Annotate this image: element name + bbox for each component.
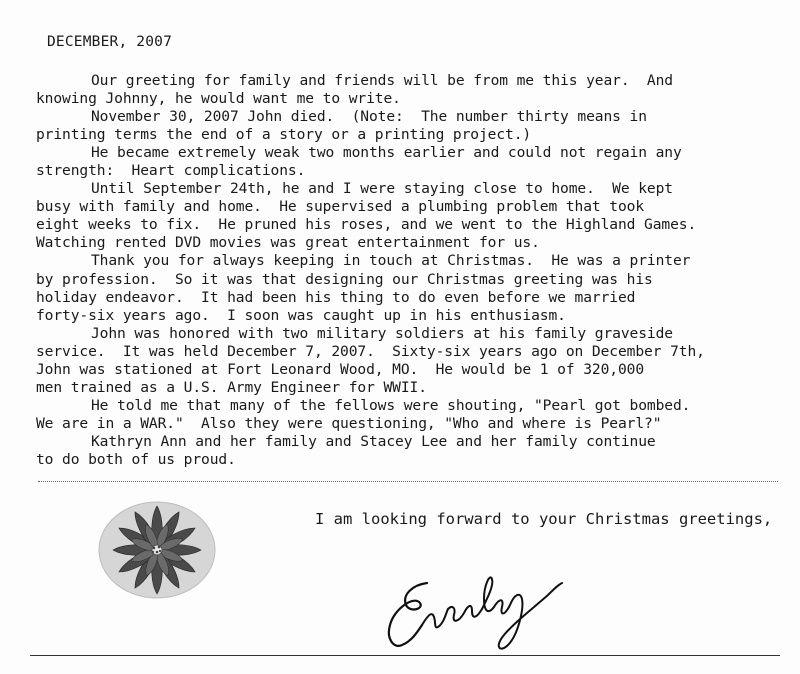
bottom-rule bbox=[30, 655, 780, 656]
letter-line: Until September 24th, he and I were staying close to home. We kept bbox=[91, 180, 673, 198]
letter-line: by profession. So it was that designing our Christmas greeting was his bbox=[36, 270, 653, 288]
letter-line: John was honored with two military soldiers at his family graveside bbox=[91, 324, 673, 342]
letter-line: forty-six years ago. I soon was caught up in his enthusiasm. bbox=[36, 306, 566, 324]
letter-line: knowing Johnny, he would want me to write. bbox=[36, 90, 401, 108]
letter-line: printing terms the end of a story or a printing project.) bbox=[36, 126, 532, 144]
letter-line: He told me that many of the fellows were shouting, "Pearl got bombed. bbox=[91, 396, 691, 414]
letter-line: John was stationed at Fort Leonard Wood, MO. He would be 1 of 320,000 bbox=[36, 360, 645, 378]
letter-line: busy with family and home. He supervised a plumbing problem that took bbox=[36, 198, 645, 216]
letter-body bbox=[36, 72, 786, 469]
letter-line: November 30, 2007 John died. (Note: The number thirty means in bbox=[91, 108, 647, 126]
letter-line: eight weeks to fix. He pruned his roses, and we went to the Highland Games. bbox=[36, 216, 697, 234]
poinsettia-icon bbox=[97, 500, 217, 600]
letter-line: Thank you for always keeping in touch at Christmas. He was a printer bbox=[91, 252, 691, 270]
divider bbox=[38, 481, 778, 482]
letter-line: He became extremely weak two months earlier and could not regain any bbox=[91, 144, 682, 162]
letter-line: men trained as a U.S. Army Engineer for WWII. bbox=[36, 378, 427, 396]
letter-line: We are in a WAR." Also they were questioning, "Who and where is Pearl?" bbox=[36, 414, 662, 432]
letter-line: service. It was held December 7, 2007. Sixty-six years ago on December 7th, bbox=[36, 342, 705, 360]
signature-icon bbox=[372, 565, 572, 657]
letter-line: strength: Heart complications. bbox=[36, 162, 306, 180]
letter-date: DECEMBER, 2007 bbox=[47, 34, 173, 50]
letter-line: to do both of us proud. bbox=[36, 450, 236, 468]
letter-line: Kathryn Ann and her family and Stacey Lee and her family continue bbox=[91, 432, 656, 450]
closing-line: I am looking forward to your Christmas greetings, bbox=[315, 510, 773, 528]
letter-line: Our greeting for family and friends will be from me this year. And bbox=[91, 72, 673, 89]
letter-line: Watching rented DVD movies was great entertainment for us. bbox=[36, 234, 540, 252]
letter-line: holiday endeavor. It had been his thing to do even before we married bbox=[36, 288, 636, 306]
